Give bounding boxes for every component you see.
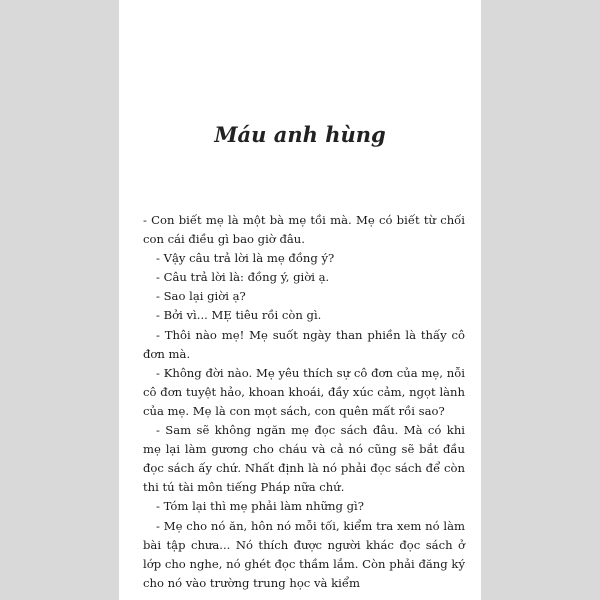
paragraph: - Sao lại giời ạ? [156,289,246,304]
book-page [119,0,481,600]
paragraph: - Bởi vì... MẸ tiêu rồi còn gì. [156,308,322,323]
paragraph: - Câu trả lời là: đồng ý, giời ạ. [156,270,330,285]
paragraph: - Không đời nào. Mẹ yêu thích sự cô đơn của mẹ, nỗi cô đơn tuyệt hảo, khoan khoái, đầy xúc cảm, ngọt lành của mẹ. Mẹ là con mọt sách, con quên mất rồi sao? [143,365,465,418]
paragraph: - Mẹ cho nó ăn, hôn nó mỗi tối, kiểm tra xem nó làm bài tập chưa... Nó thích được người khác đọc sách ở lớp cho nghe, nó ghét đọc thầm lắm. Còn phải đăng ký cho nó vào trường trung học và kiểm [143,518,465,590]
paragraph: - Vậy câu trả lời là mẹ đồng ý? [156,251,335,266]
paragraph: - Tóm lại thì mẹ phải làm những gì? [156,499,364,514]
chapter-title: Máu anh hùng [214,122,386,147]
body-text [143,211,465,593]
paragraph: - Con biết mẹ là một bà mẹ tồi mà. Mẹ có biết từ chối con cái điều gì bao giờ đâu. [143,213,465,247]
paragraph: - Sam sẽ không ngăn mẹ đọc sách đâu. Mà có khi mẹ lại làm gương cho cháu và cả nó cũng sẽ bắt đầu đọc sách ấy chứ. Nhất định là nó phải đọc sách để còn thi tú tài môn tiếng Pháp nữa chứ. [143,423,465,495]
paragraph: - Thôi nào mẹ! Mẹ suốt ngày than phiền là thấy cô đơn mà. [143,327,465,361]
